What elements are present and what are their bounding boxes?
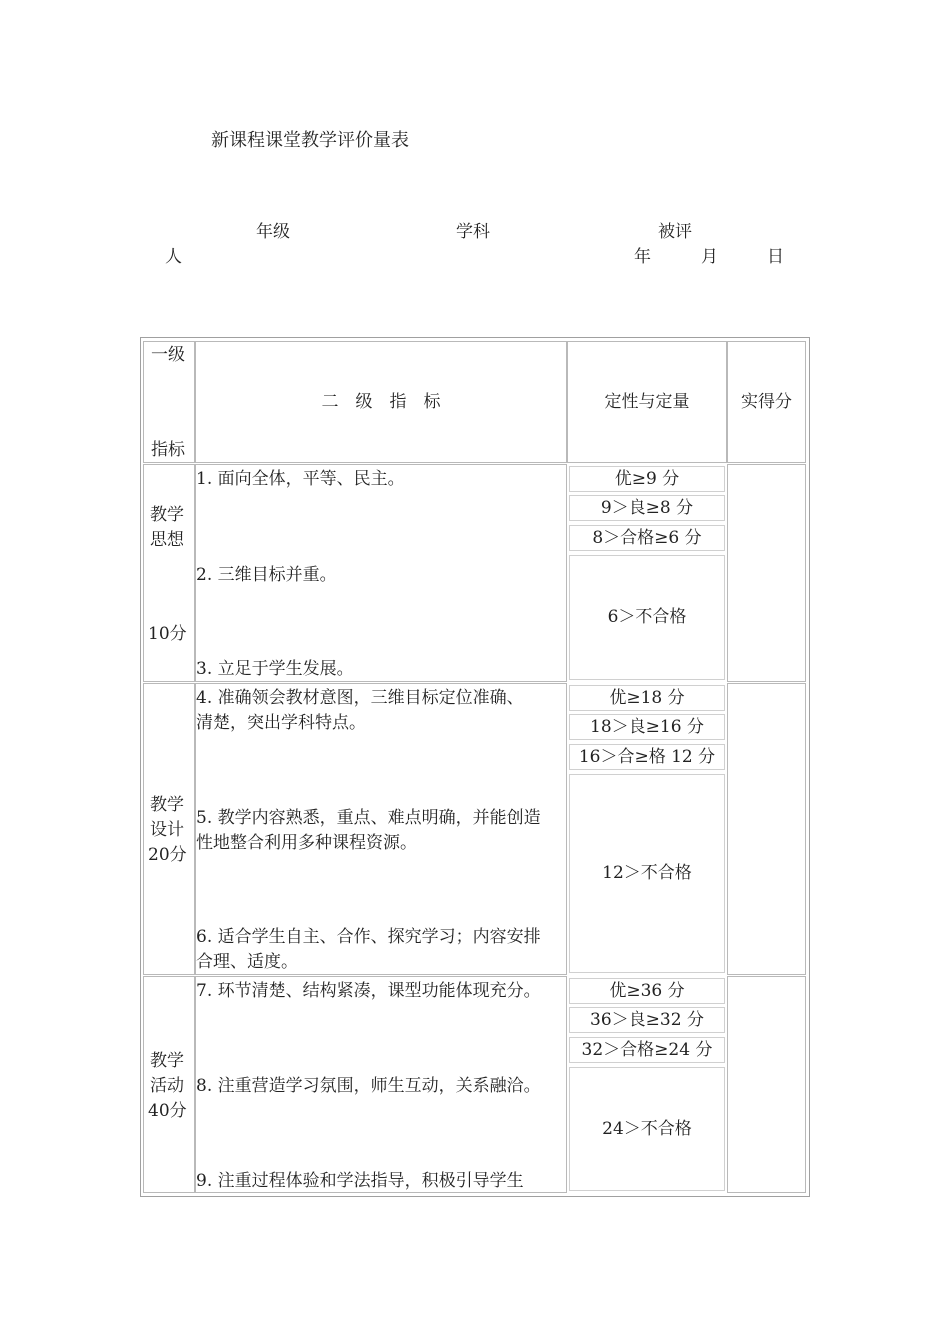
item-text: 5. 教学内容熟悉，重点、难点明确，并能创造 [196,808,541,828]
header-score-text: 实得分 [741,391,792,412]
section-name: 教学 [150,505,184,525]
item-text: 9. 注重过程体验和学法指导，积极引导学生 [196,1171,524,1191]
grade-good [569,1007,725,1033]
section-points: 20分 [148,845,187,865]
item-text: 2. 三维目标并重。 [196,565,337,585]
grade-good [569,495,725,521]
grade-text: 36＞良≥32 分 [590,1009,704,1030]
section-name-cell [143,464,195,682]
item-text: 6. 适合学生自主、合作、探究学习；内容安排 [196,927,541,947]
section-points: 10分 [148,624,187,644]
grade-text: 12＞不合格 [602,863,692,883]
score-cell[interactable] [727,464,806,682]
item-text: 性地整合利用多种课程资源。 [196,833,417,853]
grade-good [569,714,725,740]
grade-text: 优≥36 分 [609,980,685,1001]
grade-pass [569,744,725,770]
header-qual-text: 定性与定量 [604,391,690,412]
score-cell[interactable] [727,976,806,1193]
header-level2-text: 二 级 指 标 [321,391,441,412]
grade-text: 8＞合格≥6 分 [592,527,702,548]
grade-label: 年级 [256,222,290,242]
section-name: 思想 [150,530,184,550]
grade-pass [569,525,725,551]
grade-excellent [569,685,725,711]
evaluated-label: 被评 [658,222,692,242]
grade-excellent [569,978,725,1004]
grade-text: 32＞合格≥24 分 [581,1039,713,1060]
item-text: 8. 注重营造学习氛围，师生互动，关系融洽。 [196,1076,541,1096]
item-text: 4. 准确领会教材意图，三维目标定位准确、 [196,688,524,708]
item-text: 7. 环节清楚、结构紧凑，课型功能体现充分。 [196,981,541,1001]
section-name: 设计 [150,820,184,840]
grade-text: 6＞不合格 [607,607,687,627]
item-text: 合理、适度。 [196,952,298,972]
grade-text: 18＞良≥16 分 [590,716,704,737]
grade-fail [569,555,725,680]
header-level2 [195,341,567,463]
item-text: 3. 立足于学生发展。 [196,659,354,679]
item-text: 1. 面向全体，平等、民主。 [196,469,405,489]
grade-text: 16＞合≥格 12 分 [578,746,716,767]
section-points: 40分 [148,1101,187,1121]
grade-text: 优≥9 分 [614,468,680,489]
grade-text: 9＞良≥8 分 [600,497,694,518]
grade-pass [569,1037,725,1063]
header-qual [567,341,727,463]
header-score [727,341,806,463]
year-label: 年 [634,247,651,267]
score-cell[interactable] [727,683,806,975]
section-name: 活动 [150,1076,184,1096]
day-label: 日 [767,247,784,267]
evaluated-label-cont: 人 [165,247,182,267]
grade-excellent [569,466,725,492]
subject-label: 学科 [456,222,490,242]
page-title: 新课程课堂教学评价量表 [211,130,409,151]
grade-text: 24＞不合格 [602,1118,692,1139]
month-label: 月 [701,247,718,267]
section-name: 教学 [150,795,184,815]
item-text: 清楚，突出学科特点。 [196,713,366,733]
grade-text: 优≥18 分 [609,687,685,708]
section-name: 教学 [150,1051,184,1071]
grade-fail [569,1067,725,1191]
header-level1-bottom: 指标 [151,440,185,460]
grade-fail [569,774,725,973]
header-level1-top: 一级 [151,345,185,365]
